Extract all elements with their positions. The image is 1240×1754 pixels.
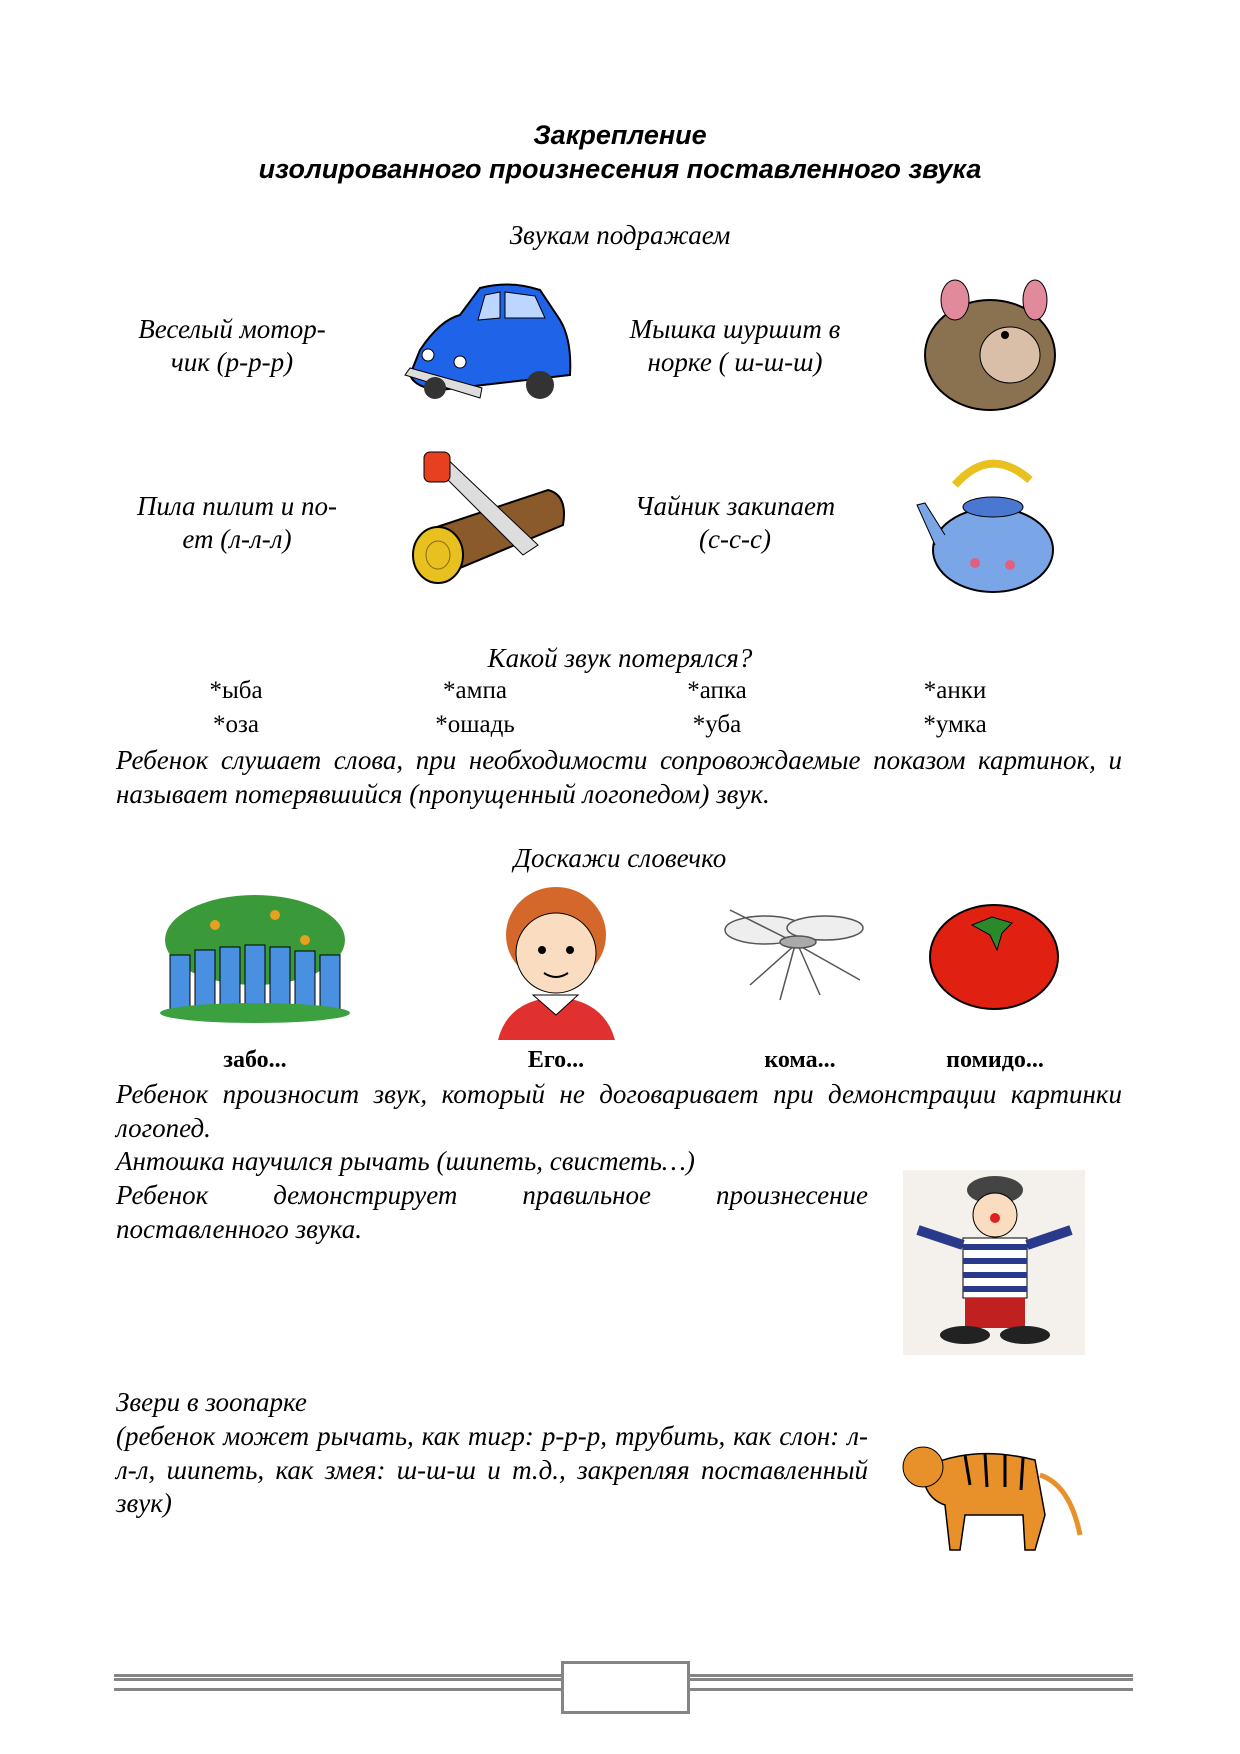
word-item: *уба [692,711,742,738]
zoo-instructions: (ребенок может рычать, как тигр: р-р-р, трубить, как слон: л-л-л, шипеть, как змея: ш-ш-ш и т.д., закрепляя поставленный звук) [116,1421,868,1518]
label-mosquito: кома... [764,1047,836,1073]
label-fence: забо... [223,1047,287,1073]
word-item: *оза [213,711,259,738]
footer-rule-right [690,1674,1133,1691]
label-boy: Его... [527,1047,585,1073]
caption-line: чик (р-р-р) [170,347,294,377]
caption-line: (с-с-с) [699,524,771,554]
saw-log-image [398,450,576,590]
antoshka-text: Ребенок демонстрирует правильное произнесение поставленного звука. [116,1180,868,1244]
finish-word-instructions: Ребенок произносит звук, который не договаривает при демонстрации картинки логопед. [116,1079,1122,1143]
blue-car-image [400,280,578,408]
caption-kettle [600,490,870,556]
word-item: *апка [687,677,747,704]
caption-line: Пила пилит и по- [136,491,338,521]
page-title: Закрепление [533,120,707,150]
caption-line: Чайник закипает [634,491,836,521]
section-heading-imitate: Звукам подражаем [509,220,731,250]
footer-rule-left [114,1674,561,1691]
tomato-image [922,895,1072,1015]
page-subtitle: изолированного произнесения поставленного звука [258,154,982,184]
tiger-image [895,1425,1090,1560]
boy-image [488,875,625,1040]
caption-line: Веселый мотор- [138,314,326,344]
antoshka-title: Антошка научился рычать (шипеть, свистеть…) [116,1146,695,1176]
caption-line: ет (л-л-л) [182,524,292,554]
mouse-image [915,275,1065,415]
word-item: *ампа [443,677,507,704]
fence-image [155,885,350,1025]
word-item: *умка [923,711,987,738]
lost-sound-instructions: Ребенок слушает слова, при необходимости сопровождаемые показом картинок, и называет потерявшийся (пропущенный логопедом) звук. [116,745,1122,809]
section-heading-lost-sound: Какой звук потерялся? [487,643,753,673]
word-item: *ыба [209,677,263,704]
caption-motor [112,313,352,379]
clown-image [903,1170,1085,1355]
kettle-image [915,445,1065,600]
section-heading-zoo: Звери в зоопарке [116,1387,307,1417]
mosquito-image [720,890,870,1010]
caption-mouse [600,313,870,379]
section-heading-finish-word: Доскажи словечко [513,843,727,873]
caption-saw [112,490,362,556]
page-number-box [561,1661,690,1714]
word-item: *анки [923,677,987,704]
caption-line: норке ( ш-ш-ш) [647,347,823,377]
word-item: *ошадь [435,711,515,738]
label-tomato: помидо... [946,1047,1044,1073]
caption-line: Мышка шуршит в [629,314,841,344]
